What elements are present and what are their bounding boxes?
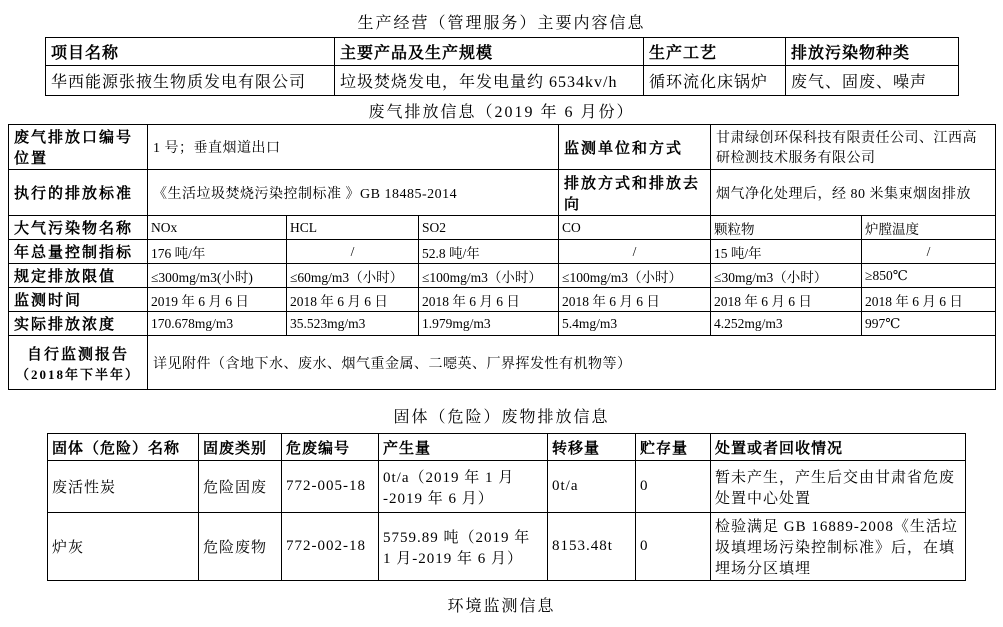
label-annual-total-quota: 年总量控制指标 — [9, 240, 148, 264]
section-title-env-monitor: 环境监测信息 — [447, 598, 556, 615]
label-emission-limit: 规定排放限值 — [9, 264, 148, 288]
solid-data-row — [48, 461, 966, 513]
label-outlet-id-location: 废气排放口编号位置 — [9, 125, 148, 170]
gas-row-standard — [9, 170, 996, 216]
gas-row-annual-quota — [9, 240, 996, 264]
emission-limit-cell: ≤100mg/m3（小时） — [419, 264, 559, 288]
cell-generated-amount: 0t/a（2019 年 1 月 -2019 年 6 月） — [379, 461, 548, 513]
pollutant-name-cell: CO — [559, 216, 711, 240]
monitor-date-cell: 2018 年 6 月 6 日 — [419, 288, 559, 312]
cell-products-and-scale: 垃圾焚烧发电，年发电量约 6534kv/h — [335, 66, 644, 96]
business-info-table — [45, 37, 959, 96]
section-title-solid-waste: 固体（危险）废物排放信息 — [393, 409, 610, 426]
self-monitor-report-label-line1: 自行监测报告 — [26, 346, 129, 363]
gas-emission-table — [8, 124, 996, 390]
pollutant-name-cell: NOx — [148, 216, 287, 240]
pollutant-name-cell: 炉膛温度 — [862, 216, 996, 240]
annual-quota-cell: / — [862, 240, 996, 264]
label-emission-standard: 执行的排放标准 — [9, 170, 148, 216]
cell-waste-name: 废活性炭 — [48, 461, 199, 513]
header-production-process: 生产工艺 — [644, 38, 786, 66]
monitor-date-cell: 2018 年 6 月 6 日 — [862, 288, 996, 312]
cell-discharge-mode-destination: 烟气净化处理后，经 80 米集束烟囱排放 — [711, 170, 996, 216]
cell-waste-category: 危险废物 — [199, 513, 282, 581]
annual-quota-cell: / — [559, 240, 711, 264]
header-solid-waste-name: 固体（危险）名称 — [48, 434, 199, 461]
label-discharge-mode-destination: 排放方式和排放去向 — [559, 170, 711, 216]
gas-row-outlet — [9, 125, 996, 170]
emission-limit-cell: ≤100mg/m3（小时） — [559, 264, 711, 288]
cell-stored-amount: 0 — [636, 513, 711, 581]
actual-concentration-cell: 997℃ — [862, 312, 996, 336]
emission-limit-cell: ≥850℃ — [862, 264, 996, 288]
solid-header-row — [48, 434, 966, 461]
section-title-gas-emission: 废气排放信息（2019 年 6 月份） — [368, 104, 635, 121]
monitor-date-cell: 2019 年 6 月 6 日 — [148, 288, 287, 312]
gas-row-actual-concentration — [9, 312, 996, 336]
header-products-and-scale: 主要产品及生产规模 — [335, 38, 644, 66]
header-waste-code: 危废编号 — [282, 434, 379, 461]
gas-row-monitor-date — [9, 288, 996, 312]
solid-waste-table — [47, 433, 966, 581]
annual-quota-cell: 15 吨/年 — [711, 240, 862, 264]
actual-concentration-cell: 4.252mg/m3 — [711, 312, 862, 336]
emission-limit-cell: ≤300mg/m3(小时) — [148, 264, 287, 288]
monitor-date-cell: 2018 年 6 月 6 日 — [559, 288, 711, 312]
cell-disposal-recovery: 暂未产生，产生后交由甘肃省危废处置中心处置 — [711, 461, 966, 513]
cell-pollutant-types: 废气、固废、噪声 — [786, 66, 959, 96]
actual-concentration-cell: 5.4mg/m3 — [559, 312, 711, 336]
monitor-date-cell: 2018 年 6 月 6 日 — [711, 288, 862, 312]
label-actual-concentration: 实际排放浓度 — [9, 312, 148, 336]
cell-self-monitor-report: 详见附件（含地下水、废水、烟气重金属、二噁英、厂界挥发性有机物等） — [148, 336, 996, 390]
cell-outlet-value: 1 号；垂直烟道出口 — [148, 125, 559, 170]
header-project-name: 项目名称 — [46, 38, 335, 66]
emission-limit-cell: ≤30mg/m3（小时） — [711, 264, 862, 288]
monitor-date-cell: 2018 年 6 月 6 日 — [287, 288, 419, 312]
label-monitor-date: 监测时间 — [9, 288, 148, 312]
label-self-monitor-report — [9, 336, 148, 390]
annual-quota-cell: 176 吨/年 — [148, 240, 287, 264]
self-monitor-report-label-line2: （2018年下半年） — [15, 366, 140, 382]
annual-quota-cell: 52.8 吨/年 — [419, 240, 559, 264]
cell-transferred-amount: 8153.48t — [548, 513, 636, 581]
cell-transferred-amount: 0t/a — [548, 461, 636, 513]
header-waste-category: 固废类别 — [199, 434, 282, 461]
cell-waste-name: 炉灰 — [48, 513, 199, 581]
cell-waste-category: 危险固废 — [199, 461, 282, 513]
cell-emission-standard: 《生活垃圾焚烧污染控制标准 》GB 18485-2014 — [148, 170, 559, 216]
gas-row-pollutant-names — [9, 216, 996, 240]
cell-monitor-unit-method: 甘肃绿创环保科技有限责任公司、江西高研检测技术服务有限公司 — [711, 125, 996, 170]
header-disposal-recovery: 处置或者回收情况 — [711, 434, 966, 461]
cell-production-process: 循环流化床锅炉 — [644, 66, 786, 96]
cell-disposal-recovery: 检验满足 GB 16889-2008《生活垃圾填埋场污染控制标准》后，在填埋场分区填埋 — [711, 513, 966, 581]
pollutant-name-cell: SO2 — [419, 216, 559, 240]
pollutant-name-cell: 颗粒物 — [711, 216, 862, 240]
header-stored-amount: 贮存量 — [636, 434, 711, 461]
business-header-row — [46, 38, 959, 66]
actual-concentration-cell: 35.523mg/m3 — [287, 312, 419, 336]
gas-row-emission-limit — [9, 264, 996, 288]
cell-generated-amount: 5759.89 吨（2019 年 1 月-2019 年 6 月） — [379, 513, 548, 581]
label-monitor-unit-method: 监测单位和方式 — [559, 125, 711, 170]
pollutant-name-cell: HCL — [287, 216, 419, 240]
header-transferred-amount: 转移量 — [548, 434, 636, 461]
annual-quota-cell: / — [287, 240, 419, 264]
header-pollutant-types: 排放污染物种类 — [786, 38, 959, 66]
section-title-business-info: 生产经营（管理服务）主要内容信息 — [357, 15, 646, 32]
actual-concentration-cell: 170.678mg/m3 — [148, 312, 287, 336]
actual-concentration-cell: 1.979mg/m3 — [419, 312, 559, 336]
gas-row-self-monitor-report — [9, 336, 996, 390]
emission-limit-cell: ≤60mg/m3（小时） — [287, 264, 419, 288]
label-pollutant-names: 大气污染物名称 — [9, 216, 148, 240]
header-generated-amount: 产生量 — [379, 434, 548, 461]
cell-company-name: 华西能源张掖生物质发电有限公司 — [46, 66, 335, 96]
cell-stored-amount: 0 — [636, 461, 711, 513]
solid-data-row — [48, 513, 966, 581]
cell-waste-code: 772-005-18 — [282, 461, 379, 513]
cell-waste-code: 772-002-18 — [282, 513, 379, 581]
business-data-row — [46, 66, 959, 96]
